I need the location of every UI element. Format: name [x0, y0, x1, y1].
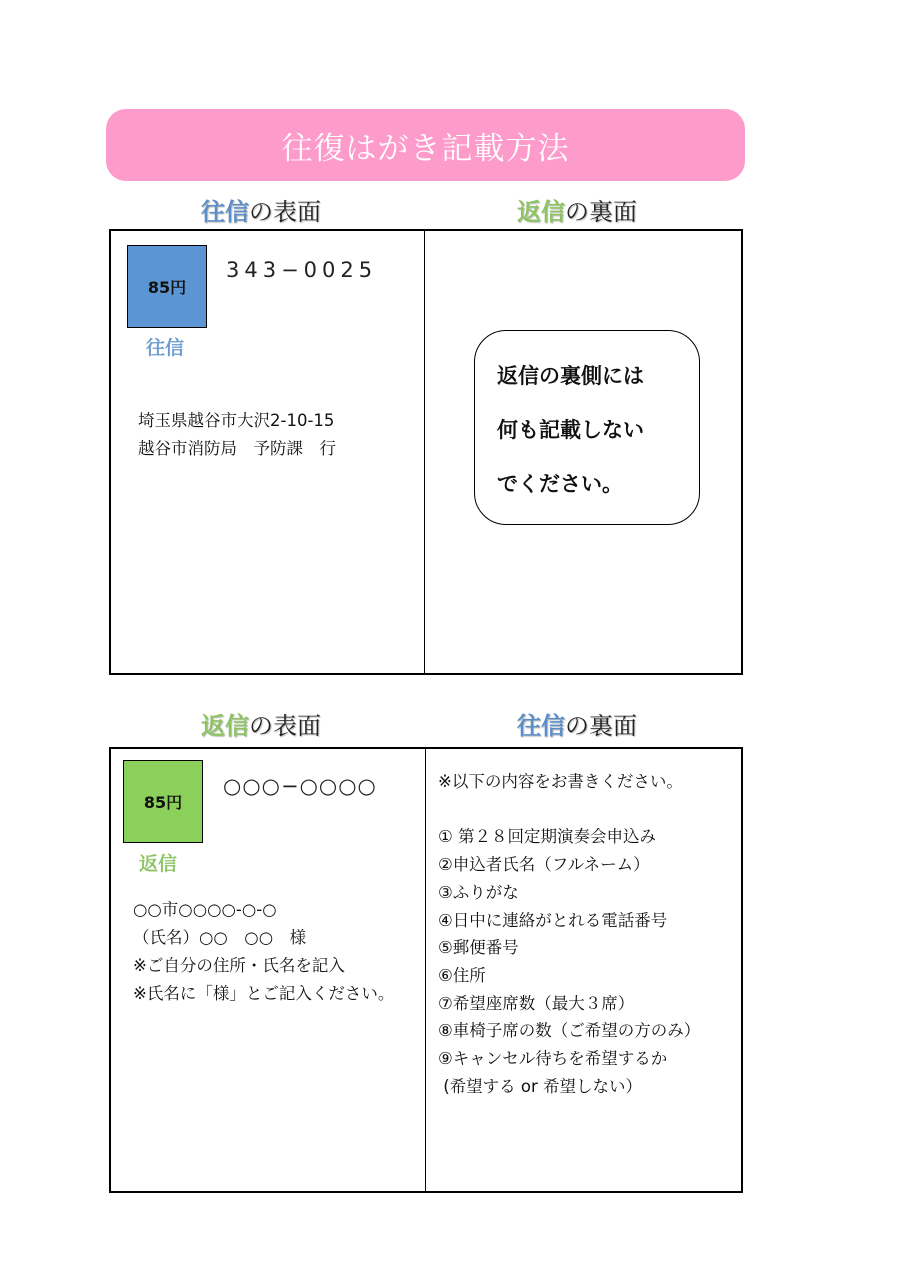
instructions-intro: ※以下の内容をお書きください。 [438, 772, 683, 791]
postal-code-placeholder: ○○○−○○○○ [223, 774, 377, 798]
list-item: ⑧車椅子席の数（ご希望の方のみ） [438, 1021, 701, 1041]
stamp-outgoing: 85円 [127, 245, 207, 328]
list-item: ⑦希望座席数（最大３席） [438, 993, 635, 1013]
sender-address: ○○市○○○○-○-○ （氏名）○○ ○○ 様 ※ご自分の住所・氏名を記入 ※氏名に「様」とご記入ください。 [133, 900, 395, 1003]
heading-reply-back: 返信の裏面 [517, 198, 637, 226]
list-item: ⑥住所 [438, 965, 486, 985]
list-item: ⑤郵便番号 [438, 938, 519, 958]
recipient-address: 埼玉県越谷市大沢2-10-15 越谷市消防局 予防課 行 [138, 411, 336, 458]
stamp-label-outgoing: 往信 [146, 337, 185, 359]
heading-reply-front: 返信の表面 [201, 712, 321, 740]
heading-outgoing-front: 往信の表面 [201, 198, 321, 226]
list-item: ① 第２８回定期演奏会申込み [438, 827, 657, 847]
stamp-reply: 85円 [123, 760, 203, 843]
outgoing-back-instructions [438, 768, 700, 1100]
bottom-card-divider [425, 748, 426, 1191]
heading-outgoing-back: 往信の裏面 [517, 712, 637, 740]
page-title: 往復はがき記載方法 [281, 130, 570, 167]
list-item: ③ふりがな [438, 882, 519, 902]
list-item: ④日中に連絡がとれる電話番号 [438, 910, 668, 930]
list-item: ②申込者氏名（フルネーム） [438, 855, 650, 875]
reply-back-note: 返信の裏側には 何も記載しない でください。 [474, 330, 700, 525]
title-banner [106, 109, 745, 181]
stamp-label-reply: 返信 [139, 853, 178, 875]
list-item: ⑨キャンセル待ちを希望するか [438, 1049, 668, 1069]
top-card-divider [424, 230, 425, 673]
postal-code: 343−0025 [226, 258, 378, 282]
list-item: (希望する or 希望しない） [438, 1076, 643, 1096]
